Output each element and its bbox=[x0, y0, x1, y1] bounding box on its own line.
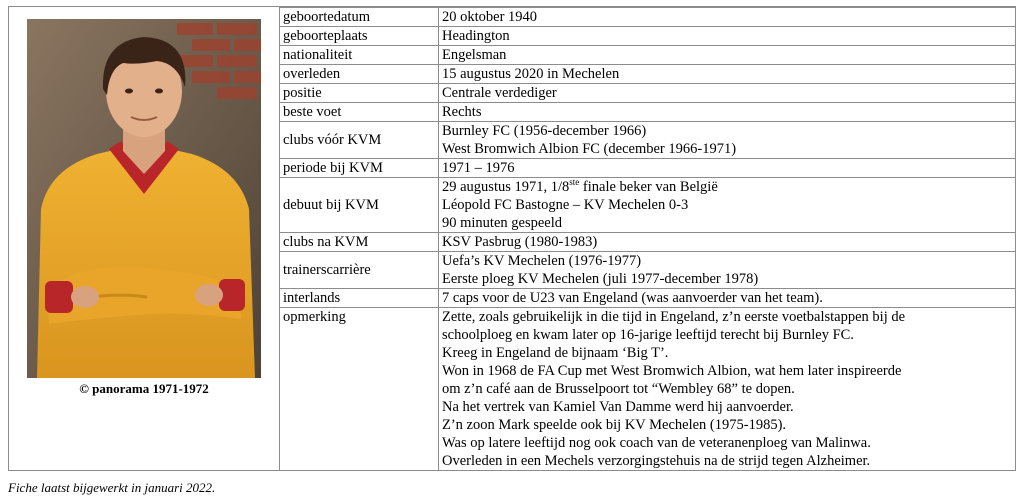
info-row-6 bbox=[280, 122, 1016, 159]
value-line: KSV Pasbrug (1980-1983) bbox=[442, 234, 598, 250]
value-line: Burnley FC (1956-december 1966) bbox=[442, 123, 647, 139]
row-label: geboorteplaats bbox=[280, 27, 439, 46]
info-row-1 bbox=[280, 27, 1016, 46]
row-value bbox=[439, 103, 1016, 122]
row-value bbox=[439, 178, 1016, 233]
row-value bbox=[439, 159, 1016, 178]
row-label: beste voet bbox=[280, 103, 439, 122]
value-line: Overleden in een Mechels verzorgingstehuis na de strijd tegen Alzheimer. bbox=[442, 453, 871, 469]
info-row-0 bbox=[280, 8, 1016, 27]
info-row-3 bbox=[280, 65, 1016, 84]
info-row-11 bbox=[280, 289, 1016, 308]
value-line: 90 minuten gespeeld bbox=[442, 215, 563, 231]
row-value bbox=[439, 65, 1016, 84]
info-row-2 bbox=[280, 46, 1016, 65]
value-line: 29 augustus 1971, 1/8ste finale beker van België bbox=[442, 177, 718, 195]
info-row-9 bbox=[280, 233, 1016, 252]
row-value bbox=[439, 289, 1016, 308]
info-row-8 bbox=[280, 178, 1016, 233]
value-line: Uefa’s KV Mechelen (1976-1977) bbox=[442, 253, 642, 269]
photo-caption: © panorama 1971-1972 bbox=[79, 381, 209, 396]
row-value bbox=[439, 252, 1016, 289]
row-value bbox=[439, 308, 1016, 471]
value-line: 20 oktober 1940 bbox=[442, 9, 538, 25]
row-label: geboortedatum bbox=[280, 8, 439, 27]
player-info-table bbox=[279, 7, 1016, 471]
info-row-12 bbox=[280, 308, 1016, 471]
value-line: 7 caps voor de U23 van Engeland (was aanvoerder van het team). bbox=[442, 290, 823, 306]
row-value bbox=[439, 46, 1016, 65]
row-value bbox=[439, 233, 1016, 252]
row-label: overleden bbox=[280, 65, 439, 84]
player-fiche bbox=[8, 6, 1016, 471]
value-line: Rechts bbox=[442, 104, 482, 120]
row-label: debuut bij KVM bbox=[280, 178, 439, 233]
info-row-7 bbox=[280, 159, 1016, 178]
value-line: schoolploeg en kwam later op 16-jarige leeftijd terecht bij Burnley FC. bbox=[442, 327, 854, 343]
row-label: opmerking bbox=[280, 308, 439, 471]
info-row-5 bbox=[280, 103, 1016, 122]
value-line: 15 augustus 2020 in Mechelen bbox=[442, 66, 620, 82]
last-updated-note: Fiche laatst bijgewerkt in januari 2022. bbox=[8, 480, 216, 495]
value-line: Kreeg in Engeland de bijnaam ‘Big T’. bbox=[442, 345, 669, 361]
row-label: periode bij KVM bbox=[280, 159, 439, 178]
row-value bbox=[439, 122, 1016, 159]
value-line: Won in 1968 de FA Cup met West Bromwich Albion, wat hem later inspireerde bbox=[442, 363, 902, 379]
row-label: interlands bbox=[280, 289, 439, 308]
photo-column bbox=[9, 7, 280, 470]
value-line: Centrale verdediger bbox=[442, 85, 557, 101]
value-line: Léopold FC Bastogne – KV Mechelen 0-3 bbox=[442, 197, 689, 213]
row-label: nationaliteit bbox=[280, 46, 439, 65]
value-line: Was op latere leeftijd nog ook coach van de veteranenploeg van Malinwa. bbox=[442, 435, 871, 451]
row-value bbox=[439, 27, 1016, 46]
value-line: Eerste ploeg KV Mechelen (juli 1977-december 1978) bbox=[442, 271, 759, 287]
info-row-10 bbox=[280, 252, 1016, 289]
player-photo bbox=[27, 19, 261, 378]
row-value bbox=[439, 8, 1016, 27]
value-line: West Bromwich Albion FC (december 1966-1971) bbox=[442, 141, 737, 157]
value-line: om z’n café aan de Brusselpoort tot “Wembley 68” te dopen. bbox=[442, 381, 795, 397]
value-line: Na het vertrek van Kamiel Van Damme werd hij aanvoerder. bbox=[442, 399, 794, 415]
row-label: positie bbox=[280, 84, 439, 103]
value-line: Zette, zoals gebruikelijk in die tijd in Engeland, z’n eerste voetbalstappen bij de bbox=[442, 309, 906, 325]
value-line: Engelsman bbox=[442, 47, 507, 63]
row-label: trainerscarrière bbox=[280, 252, 439, 289]
player-portrait-image bbox=[27, 19, 261, 378]
value-line: Headington bbox=[442, 28, 510, 44]
row-value bbox=[439, 84, 1016, 103]
value-line: 1971 – 1976 bbox=[442, 160, 515, 176]
row-label: clubs vóór KVM bbox=[280, 122, 439, 159]
info-row-4 bbox=[280, 84, 1016, 103]
value-line: Z’n zoon Mark speelde ook bij KV Mechelen (1975-1985). bbox=[442, 417, 787, 433]
row-label: clubs na KVM bbox=[280, 233, 439, 252]
